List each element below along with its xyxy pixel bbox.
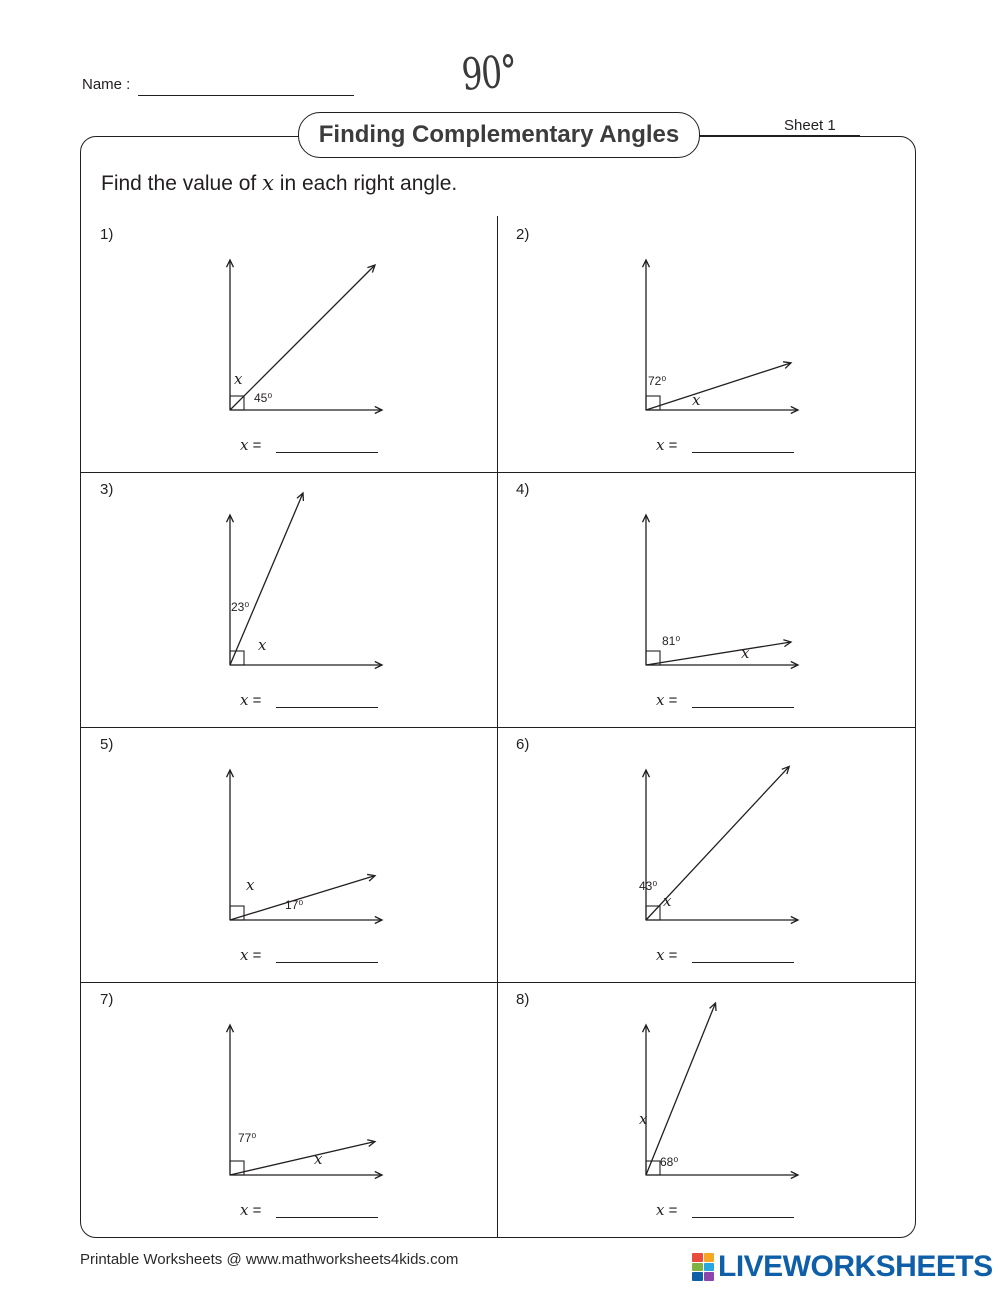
answer-variable: x [656, 1201, 665, 1219]
answer-prompt [656, 1201, 677, 1219]
angle-diagram [82, 473, 498, 727]
problem-number: 4) [516, 481, 530, 498]
answer-equals: = [248, 692, 262, 709]
footer-credit: Printable Worksheets @ www.mathworksheets4kids.com [80, 1251, 459, 1268]
problem-number: 2) [516, 226, 530, 243]
unknown-angle-label: x [741, 644, 750, 662]
answer-variable: x [240, 436, 249, 454]
instructions [101, 171, 457, 196]
given-angle-label: 81⁰ [662, 634, 681, 648]
angle-ray [230, 493, 303, 665]
answer-variable: x [240, 1201, 249, 1219]
problem-number: 6) [516, 736, 530, 753]
answer-input-line[interactable] [692, 962, 794, 963]
given-angle-label: 23⁰ [231, 600, 250, 614]
worksheet-title: Finding Complementary Angles [298, 112, 700, 158]
angle-ray [646, 363, 791, 410]
angle-diagram [82, 218, 498, 472]
answer-equals: = [248, 437, 262, 454]
answer-prompt [656, 436, 677, 454]
angle-diagram [498, 473, 914, 727]
name-label: Name : [82, 76, 131, 93]
liveworksheets-icon [692, 1253, 714, 1281]
unknown-angle-label: x [663, 892, 672, 910]
unknown-angle-label: x [234, 370, 243, 388]
problem-2 [498, 218, 914, 472]
unknown-angle-label: x [639, 1110, 648, 1128]
problem-number: 8) [516, 991, 530, 1008]
answer-prompt [240, 1201, 261, 1219]
problem-3 [82, 473, 498, 727]
given-angle-label: 45⁰ [254, 391, 273, 405]
unknown-angle-label: x [258, 636, 267, 654]
angle-diagram [498, 728, 914, 982]
answer-equals: = [248, 1202, 262, 1219]
answer-prompt [240, 436, 261, 454]
problem-5 [82, 728, 498, 982]
answer-variable: x [656, 691, 665, 709]
angle-ray [230, 1142, 375, 1175]
problem-8 [498, 983, 914, 1237]
answer-input-line[interactable] [276, 962, 378, 963]
angle-diagram [82, 983, 498, 1237]
unknown-angle-label: x [314, 1150, 323, 1168]
problem-number: 7) [100, 991, 114, 1008]
answer-variable: x [656, 436, 665, 454]
problem-number: 3) [100, 481, 114, 498]
answer-input-line[interactable] [692, 707, 794, 708]
handwritten-note: 90° [460, 46, 518, 101]
angle-diagram [82, 728, 498, 982]
instructions-variable: x [262, 171, 274, 195]
answer-prompt [656, 691, 677, 709]
angle-diagram [498, 218, 914, 472]
problem-1 [82, 218, 498, 472]
answer-equals: = [664, 692, 678, 709]
given-angle-label: 43⁰ [639, 879, 658, 893]
answer-equals: = [664, 1202, 678, 1219]
given-angle-label: 72⁰ [648, 374, 667, 388]
answer-prompt [656, 946, 677, 964]
sheet-label: Sheet 1 [784, 117, 836, 134]
given-angle-label: 77⁰ [238, 1131, 257, 1145]
answer-input-line[interactable] [692, 1217, 794, 1218]
answer-variable: x [656, 946, 665, 964]
answer-prompt [240, 691, 261, 709]
problem-6 [498, 728, 914, 982]
answer-equals: = [664, 947, 678, 964]
answer-variable: x [240, 691, 249, 709]
given-angle-label: 17⁰ [285, 898, 304, 912]
unknown-angle-label: x [246, 876, 255, 894]
angle-diagram [498, 983, 914, 1237]
answer-input-line[interactable] [276, 452, 378, 453]
answer-input-line[interactable] [692, 452, 794, 453]
problem-4 [498, 473, 914, 727]
answer-input-line[interactable] [276, 1217, 378, 1218]
instructions-after: in each right angle. [273, 172, 458, 195]
right-angle-marker [646, 1161, 660, 1175]
liveworksheets-wordmark: LIVEWORKSHEETS [718, 1250, 993, 1283]
answer-input-line[interactable] [276, 707, 378, 708]
problem-number: 1) [100, 226, 114, 243]
answer-equals: = [664, 437, 678, 454]
angle-ray [646, 1003, 715, 1175]
instructions-before: Find the value of [101, 172, 263, 195]
answer-prompt [240, 946, 261, 964]
answer-variable: x [240, 946, 249, 964]
name-input-line[interactable] [138, 95, 354, 96]
angle-ray [230, 265, 375, 410]
given-angle-label: 68⁰ [660, 1155, 679, 1169]
problem-number: 5) [100, 736, 114, 753]
problem-7 [82, 983, 498, 1237]
liveworksheets-logo[interactable] [692, 1250, 993, 1284]
unknown-angle-label: x [692, 391, 701, 409]
answer-equals: = [248, 947, 262, 964]
right-angle-marker [230, 651, 244, 665]
